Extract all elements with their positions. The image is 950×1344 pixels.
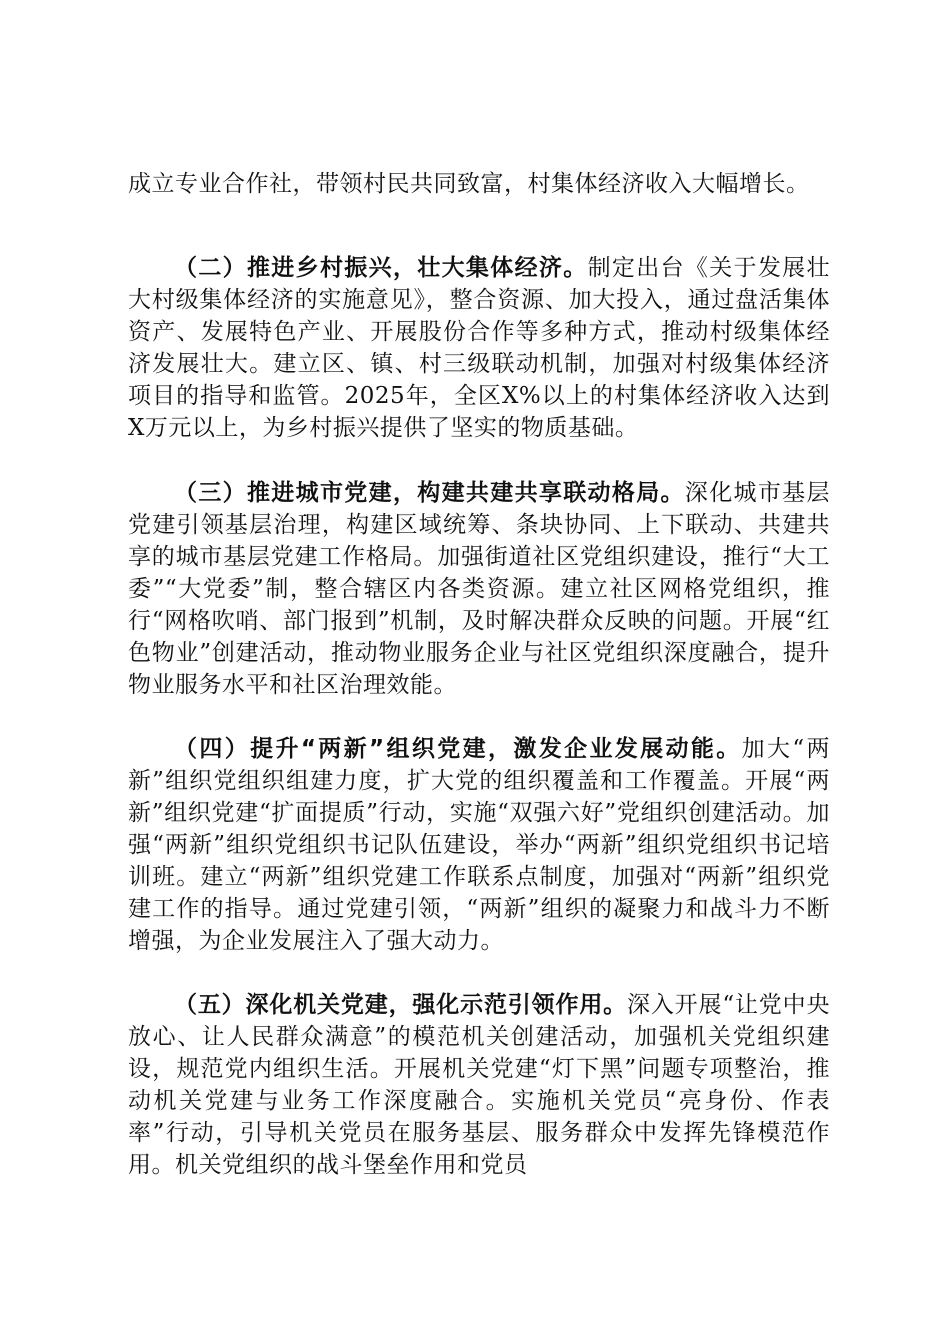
paragraph [128, 989, 830, 1181]
section-heading: （二）推进乡村振兴，壮大集体经济。 [174, 255, 588, 281]
paragraph-continuation [128, 168, 830, 200]
paragraph-body: 制定出台《关于发展壮大村级集体经济的实施意见》，整合资源、加大投入，通过盘活集体资产、发展特色产业、开展股份合作等多种方式，推动村级集体经济发展壮大。建立区、镇、村三级联动机制，加强对村级集体经济项目的指导和监管。2025年，全区X%以上的村集体经济收入达到X万元以上，为乡村振兴提供了坚实的物质基础。 [128, 255, 831, 441]
paragraph [128, 168, 830, 200]
paragraph [128, 733, 830, 957]
section-government-organs [128, 989, 830, 1181]
paragraph-body: 深化城市基层党建引领基层治理，构建区域统筹、条块协同、上下联动、共建共享的城市基层党建工作格局。加强街道社区党组织建设，推行“大工委”“大党委”制，整合辖区内各类资源。建立社区网格党组织，推行“网格吹哨、部门报到”机制，及时解决群众反映的问题。开展“红色物业”创建活动，推动物业服务企业与社区党组织深度融合，提升物业服务水平和社区治理效能。 [128, 480, 831, 698]
section-heading: （五）深化机关党建，强化示范引领作用。 [174, 992, 627, 1018]
paragraph-body: 加大“两新”组织党组织组建力度，扩大党的组织覆盖和工作覆盖。开展“两新”组织党建“扩面提质”行动，实施“双强六好”党组织创建活动。加强“两新”组织党组织书记队伍建设，举办“两新”组织党组织书记培训班。建立“两新”组织党建工作联系点制度，加强对“两新”组织党建工作的指导。通过党建引领，“两新”组织的凝聚力和战斗力不断增强，为企业发展注入了强大动力。 [128, 736, 830, 954]
section-rural-revitalization [128, 252, 830, 444]
section-two-new-organizations [128, 733, 830, 957]
section-heading: （三）推进城市党建，构建共建共享联动格局。 [174, 480, 685, 506]
paragraph [128, 477, 830, 701]
paragraph [128, 252, 830, 444]
paragraph-body: 成立专业合作社，带领村民共同致富，村集体经济收入大幅增长。 [128, 171, 810, 197]
section-heading: （四）提升“两新”组织党建，激发企业发展动能。 [174, 736, 742, 762]
paragraph-body: 深入开展“让党中央放心、让人民群众满意”的模范机关创建活动，加强机关党组织建设，规范党内组织生活。开展机关党建“灯下黑”问题专项整治，推动机关党建与业务工作深度融合。实施机关党员“亮身份、作表率”行动，引导机关党员在服务基层、服务群众中发挥先锋模范作用。机关党组织的战斗堡垒作用和党员 [128, 992, 830, 1178]
section-urban-party-building [128, 477, 830, 701]
